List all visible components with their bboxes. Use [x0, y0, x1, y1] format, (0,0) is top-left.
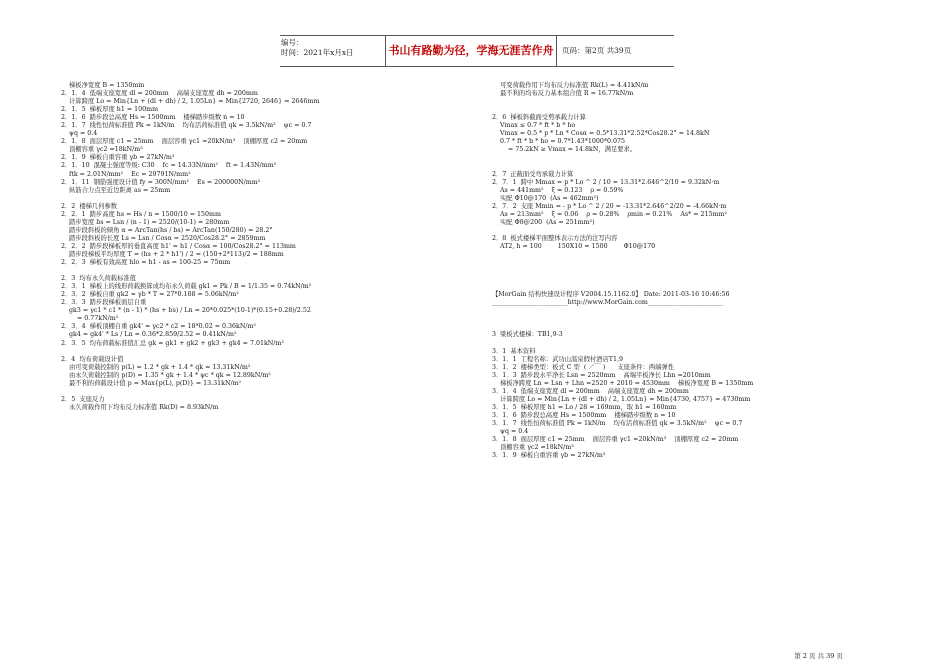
text-line	[492, 106, 753, 114]
text-line: 3．1 基本资料	[492, 347, 536, 355]
text-line	[492, 227, 753, 235]
text-line: 2．7．1 跨中 Mmax = p * Lo ^ 2 / 10 = 13.31*2.646^2/10 = 9.32kN·m	[492, 178, 720, 186]
text-line	[492, 340, 753, 348]
text-line: 【MorGain 结构快速设计程序 V2004.15.1162.0】 Date: 2011-03-16 10:46:56	[492, 291, 730, 299]
text-line	[61, 388, 319, 396]
text-line: 最不利的荷载设计值 p = Max{p(L), p(D)} = 13.31kN/m²	[61, 379, 242, 387]
text-line: 计算跨度 Lo = Min{Ln + (dl + dh) / 2, 1.05Ln} = Min{4730, 4757} = 4730mm	[492, 395, 751, 403]
text-line: ________________________http://www.MorGain.com________________________	[492, 299, 724, 307]
text-line: ψq = 0.4	[61, 130, 98, 138]
text-line: gk3 = γc1 * c1 * (n - 1) * (hs + bs) / Ln = 20*0.025*(10-1)*(0.15+0.28)/2.52	[61, 307, 311, 315]
text-line: 2．1．7 线性恒荷标准值 Pk = 1kN/m 均布活荷标准值 qk = 3.5kN/m² ψc = 0.7	[61, 122, 312, 130]
text-line	[492, 283, 753, 291]
text-line: AT2, h = 100 150X10 = 1500 Φ10@170	[492, 242, 656, 250]
text-line: 可变荷载作用下均布反力标准值 Rk(L) = 4.41kN/m	[492, 82, 649, 89]
text-line: 踏步段斜板的长度 Ls = Lsn / Cosα = 2520/Cos28.2° = 2859mm	[61, 234, 266, 242]
text-line	[61, 348, 319, 356]
text-line: 2．3．3 踏步段梯板面层自重	[61, 299, 147, 307]
text-line: 2．1．11 钢筋强度设计值 fy = 300N/mm² Es = 200000N/mm²	[61, 178, 261, 186]
text-line: 3．1．3 踏步段水平净长 Lsn = 2520mm 高端平板净长 Lhn =2010mm	[492, 371, 711, 379]
text-line: 计算跨度 Lo = Min{Ln + (dl + dh) / 2, 1.05Ln} = Min{2720, 2646} = 2646mm	[61, 98, 320, 106]
text-line: 2．3．4 梯板顶棚自重 gk4' = γc2 * c2 = 18*0.02 = 0.36kN/m²	[61, 323, 256, 331]
text-line: = 0.77kN/m²	[61, 315, 119, 323]
text-line	[492, 251, 753, 259]
text-line: 由永久荷载控制的 p(D) = 1.35 * gk + 1.4 * ψc * qk = 12.89kN/m²	[61, 371, 271, 379]
text-line	[492, 154, 753, 162]
text-line: 梯板净跨度 Ln = Lsn + Lhn =2520 + 2010 = 4530mm 梯板净宽度 B = 1350mm	[492, 379, 754, 387]
text-line: 3．1．6 踏步段总高度 Hs = 1500mm 楼梯踏步级数 n = 10	[492, 411, 676, 419]
text-line: 顶棚容重 γc2 =18kN/m³	[492, 444, 574, 452]
right-column	[492, 82, 753, 460]
text-line	[492, 267, 753, 275]
text-line: 2．2．1 踏步高度 hs = Hs / n = 1500/10 = 150mm	[61, 210, 221, 218]
header-page-label: 页码：第2页 共39页	[562, 46, 632, 55]
text-line: 3．1．7 线性恒荷标准值 Pk = 1kN/m 均布活荷标准值 qk = 3.5kN/m² ψc = 0.7	[492, 419, 743, 427]
text-line: 2．3．5 均布荷载标准值汇总 gk = gk1 + gk2 + gk3 + gk4 = 7.01kN/m²	[61, 339, 284, 347]
text-line	[61, 267, 319, 275]
text-line: 踏步段斜板的倾角 α = ArcTan(hs / bs) = ArcTan(150/280) = 28.2°	[61, 226, 273, 234]
left-column	[61, 82, 319, 412]
text-line: 顶棚容重 γc2 =18kN/m³	[61, 146, 143, 154]
header-motto: 书山有路勤为径，学海无涯苦作舟	[385, 36, 557, 66]
header-meta	[280, 36, 385, 66]
text-line: 踏步段梯板平均厚度 T = (hs + 2 * h1') / 2 = (150+2*113)/2 = 188mm	[61, 250, 284, 258]
text-line: = 75.2kN ≥ Vmax = 14.8kN，满足要求。	[492, 146, 637, 154]
text-line: 踏步宽度 bs = Lsn / (n - 1) = 2520/(10-1) = 280mm	[61, 218, 230, 226]
text-line: 纵筋合力点至近边距离 as = 25mm	[61, 186, 171, 194]
text-line: 2．2．2 踏步段梯板厚的垂直高度 h1' = h1 / Cosα = 100/Cos28.2° = 113mm	[61, 242, 296, 250]
text-line: 由可变荷载控制的 p(L) = 1.2 * gk + 1.4 * qk = 13.31kN/m²	[61, 363, 251, 371]
text-line	[492, 162, 753, 170]
text-line: 2．2．3 梯板有效高度 hlo = h1 - as = 100-25 = 75mm	[61, 259, 231, 267]
text-line	[492, 259, 753, 267]
text-line: 3．1．1 工程名称：武功山温泉假村酒店T1,9	[492, 355, 623, 363]
time-label: 时间：2021年x月x日	[281, 48, 354, 57]
text-line: 2．1．6 踏步段总高度 Hs = 1500mm 楼梯踏步级数 n = 10	[61, 114, 245, 122]
text-line: 2．1．4 低端支座宽度 dl = 200mm 高端支座宽度 dh = 200mm	[61, 90, 258, 98]
text-line	[492, 275, 753, 283]
text-line: Vmax ≤ 0.7 * ft * b * ho	[492, 122, 576, 130]
text-line: Vmax = 0.5 * p * Ln * Cosα = 0.5*13.31*2.52*Cos28.2° = 14.8kN	[492, 130, 710, 138]
page-footer: 第 2 页 共 39 页	[794, 652, 843, 660]
text-line: 2．1．5 梯板厚度 h1 = 100mm	[61, 106, 159, 114]
text-line: 3．1．4 低端支座宽度 dl = 200mm 高端支座宽度 dh = 200mm	[492, 387, 689, 395]
text-line: 2．1．10 混凝土强度等级: C30 fc = 14.33N/mm² ft = 1.43N/mm²	[61, 162, 277, 170]
text-line: 2．2 楼梯几何参数	[61, 202, 118, 210]
text-line	[492, 307, 753, 315]
text-line: As = 213mm² ξ = 0.06 ρ = 0.28% ρmin = 0.21% As* = 215mm²	[492, 210, 728, 218]
text-line: 3．1．2 楼梯类型：板式 C 型 ( ／￣ ) 支座条件：两端弹性	[492, 363, 675, 371]
text-line: 3 梁板式楼梯：TB1,9-3	[492, 331, 563, 339]
text-line: 实配 Φ8@200 (As = 251mm²)	[492, 218, 595, 226]
text-line: ftk = 2.01N/mm² Ec = 29791N/mm²	[61, 170, 191, 178]
text-line: 2．1．8 面层厚度 c1 = 25mm 面层容重 γc1 =20kN/m³ 顶棚厚度 c2 = 20mm	[61, 138, 308, 146]
text-line: 2．3 均布永久荷载标准值	[61, 275, 136, 283]
text-line: 2．8 板式楼梯平面整体表示方法的注写内容	[492, 234, 618, 242]
text-line: 2．3．2 梯板自重 gk2 = γb * T = 27*0.188 = 5.06kN/m²	[61, 291, 239, 299]
text-line: As = 441mm² ξ = 0.123 ρ = 0.59%	[492, 186, 624, 194]
text-line: 3．1．8 面层厚度 c1 = 25mm 面层容重 γc1 =20kN/m³ 顶棚厚度 c2 = 20mm	[492, 436, 739, 444]
text-line: gk4 = gk4' * Ls / Ln = 0.36*2.859/2.52 = 0.41kN/m²	[61, 331, 237, 339]
text-line: 2．7．2 支座 Mmin = - p * Lo ^ 2 / 20 = -13.31*2.646^2/20 = -4.66kN·m	[492, 202, 727, 210]
text-line: 梯板净宽度 B = 1350mm	[61, 82, 145, 89]
text-line: 2．5 支座反力	[61, 395, 105, 403]
text-line: 2．4 均布荷载设计值	[61, 355, 124, 363]
text-line: 0.7 * ft * b * ho = 0.7*1.43*1000*0.075	[492, 138, 626, 146]
text-line	[492, 315, 753, 323]
text-line: 实配 Φ10@170 (As = 462mm²)	[492, 194, 599, 202]
page-header	[280, 35, 674, 67]
number-label: 编号：	[281, 38, 304, 47]
text-line: ψq = 0.4	[492, 428, 529, 436]
text-line	[61, 195, 319, 203]
text-line: 2．1．9 梯板自重容重 γb = 27kN/m³	[61, 154, 175, 162]
text-line: 3．1．9 梯板自重容重 γb = 27kN/m³	[492, 452, 606, 460]
text-line	[492, 98, 753, 106]
text-line: 最不利的均布反力基本组合值 R = 16.77kN/m	[492, 90, 634, 98]
text-line: 3．1．5 梯板厚度 h1 = Lo / 28 = 169mm，取 h1 = 160mm	[492, 403, 677, 411]
text-line: 2．7 正截面受弯承载力计算	[492, 170, 574, 178]
text-line: 2．6 梯板斜截面受剪承载力计算	[492, 114, 586, 122]
text-line: 永久荷载作用下均布反力标准值 Rk(D) = 8.93kN/m	[61, 403, 219, 411]
text-line: 2．3．1 梯板上的线形荷载换算成均布永久荷载 gk1 = Pk / B = 1/1.35 = 0.74kN/m²	[61, 283, 312, 291]
